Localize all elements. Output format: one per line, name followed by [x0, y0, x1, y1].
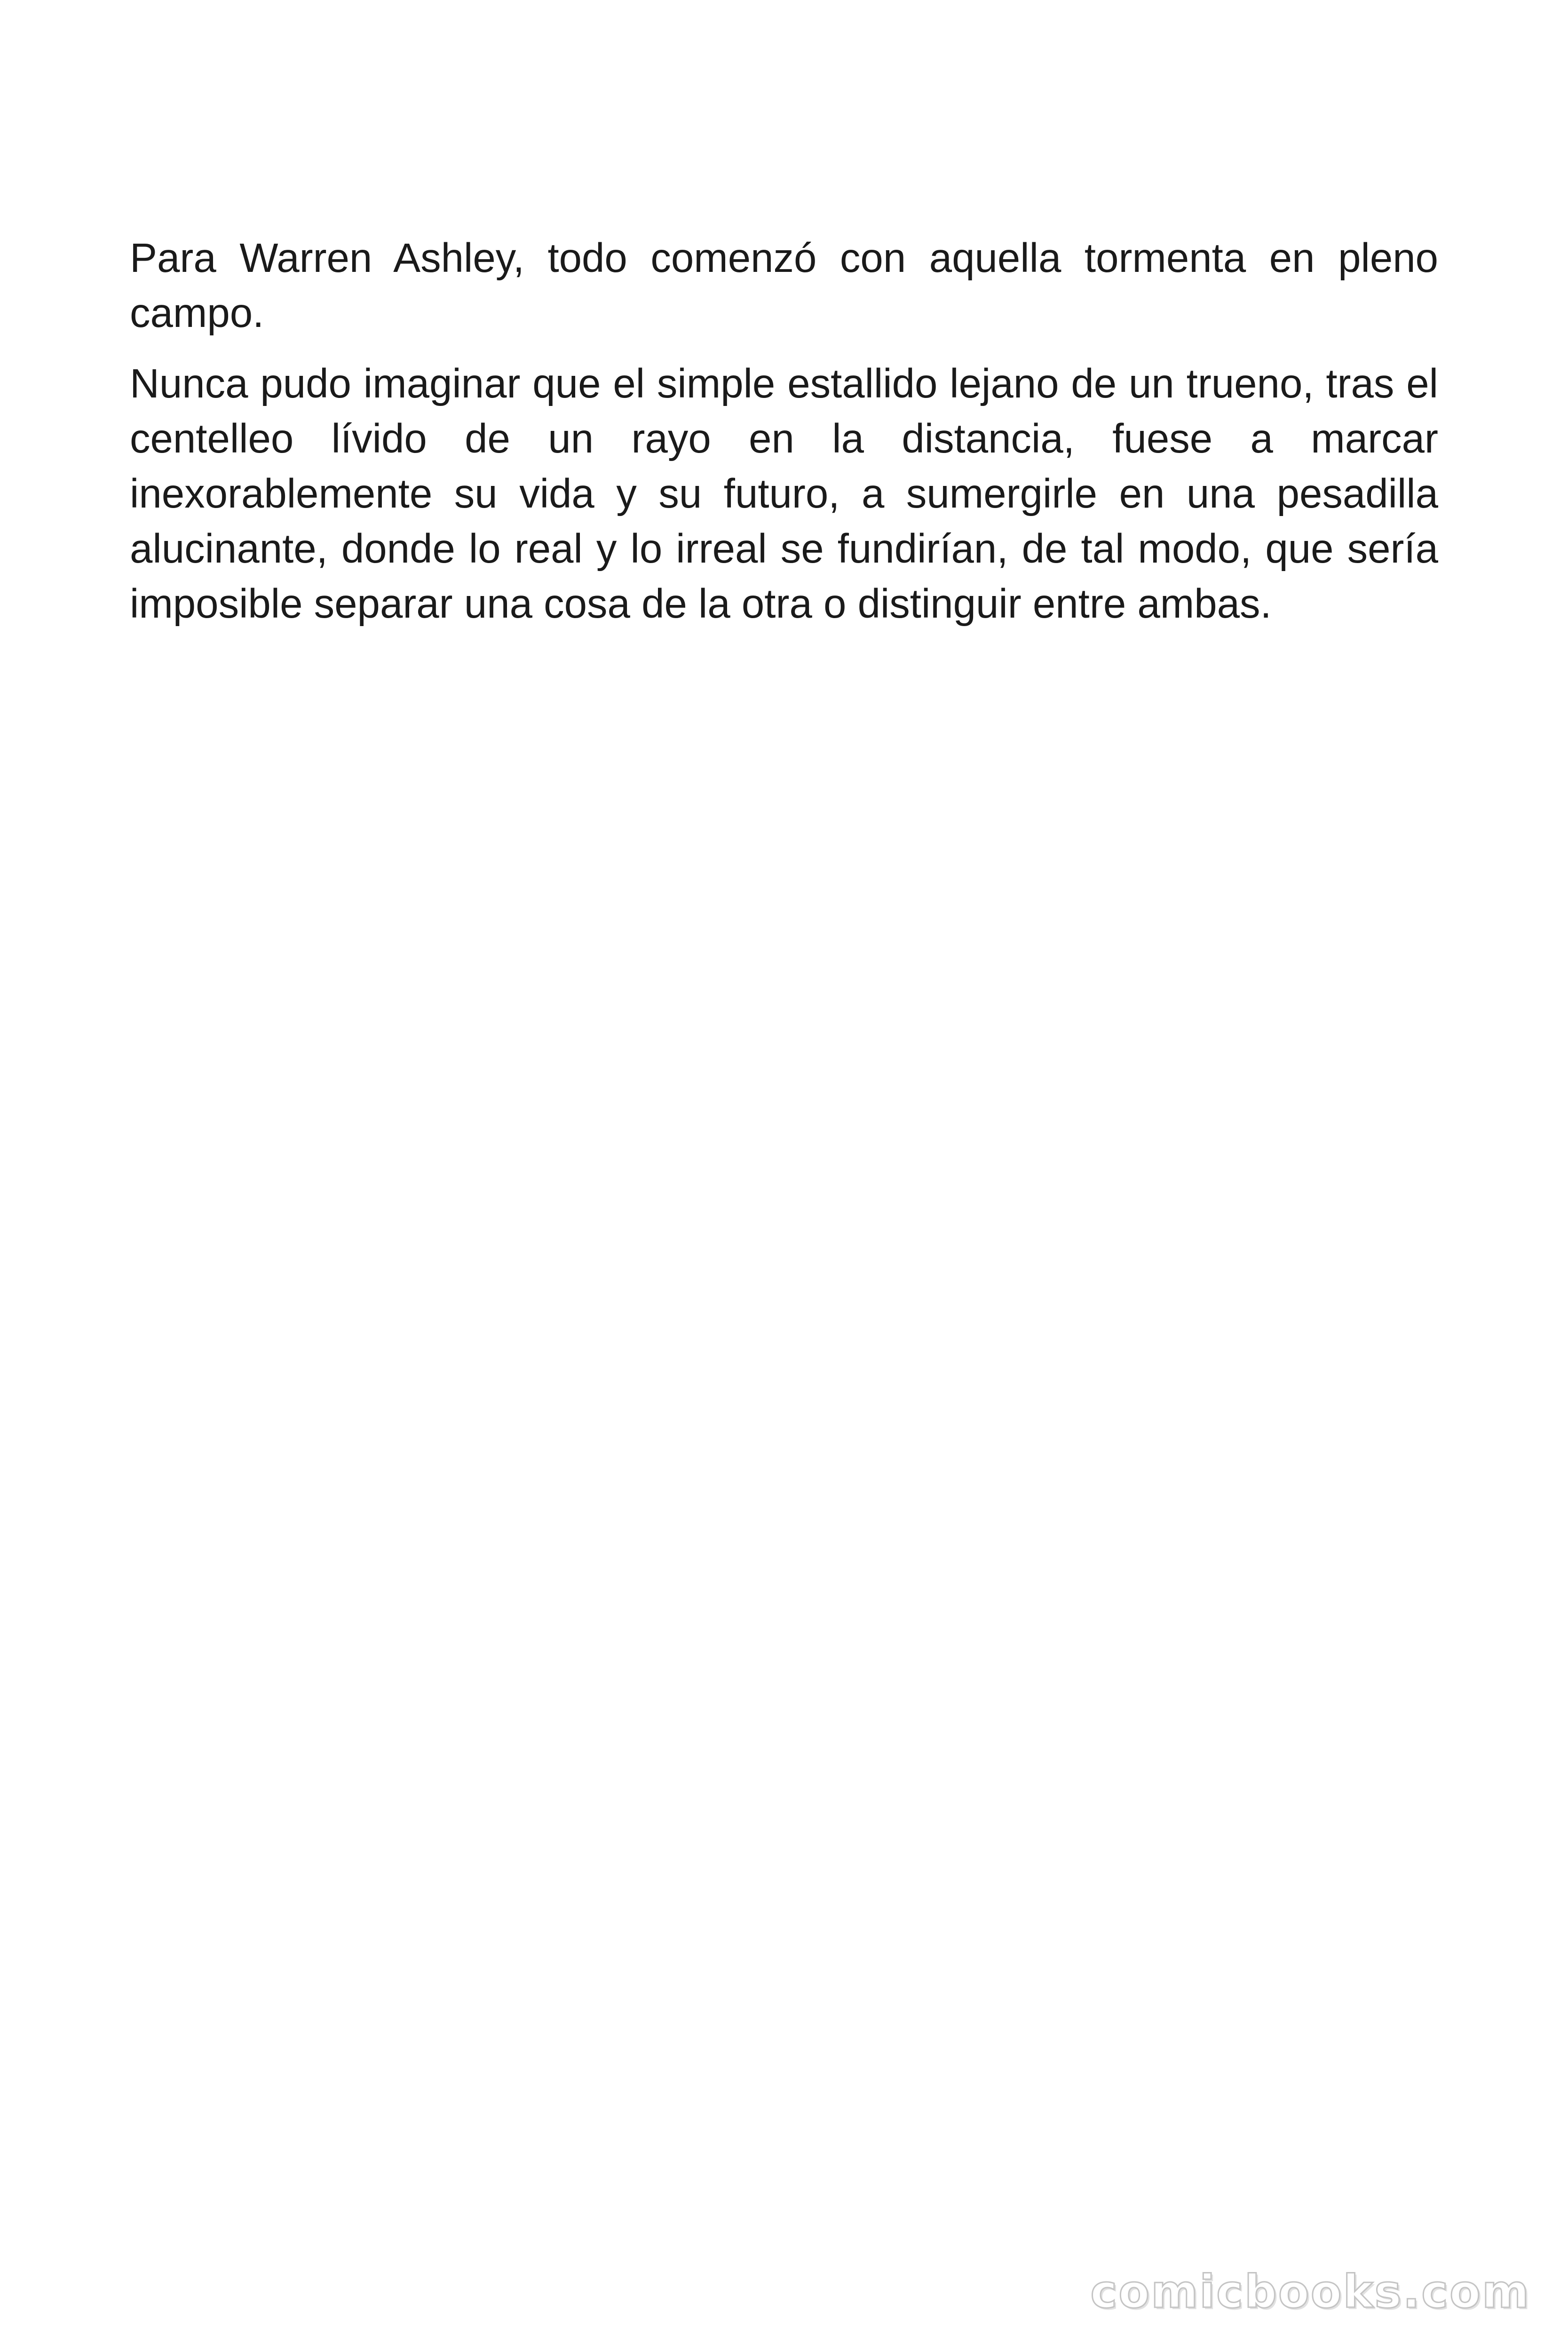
paragraph-1: Para Warren Ashley, todo comenzó con aquella tormenta en pleno campo.: [130, 235, 1438, 336]
watermark-logo: comicbooks.com: [1090, 2265, 1530, 2318]
body-text: [130, 230, 1438, 631]
paragraph-2: Nunca pudo imaginar que el simple estallido lejano de un trueno, tras el centelleo lívido de un rayo en la distancia, fuese a marcar inexorablemente su vida y su futuro, a sumergirle en una pesadilla alucinante, donde lo real y lo irreal se fundirían, de tal modo, que sería imposible separar una cosa de la otra o distinguir entre ambas.: [130, 361, 1438, 627]
